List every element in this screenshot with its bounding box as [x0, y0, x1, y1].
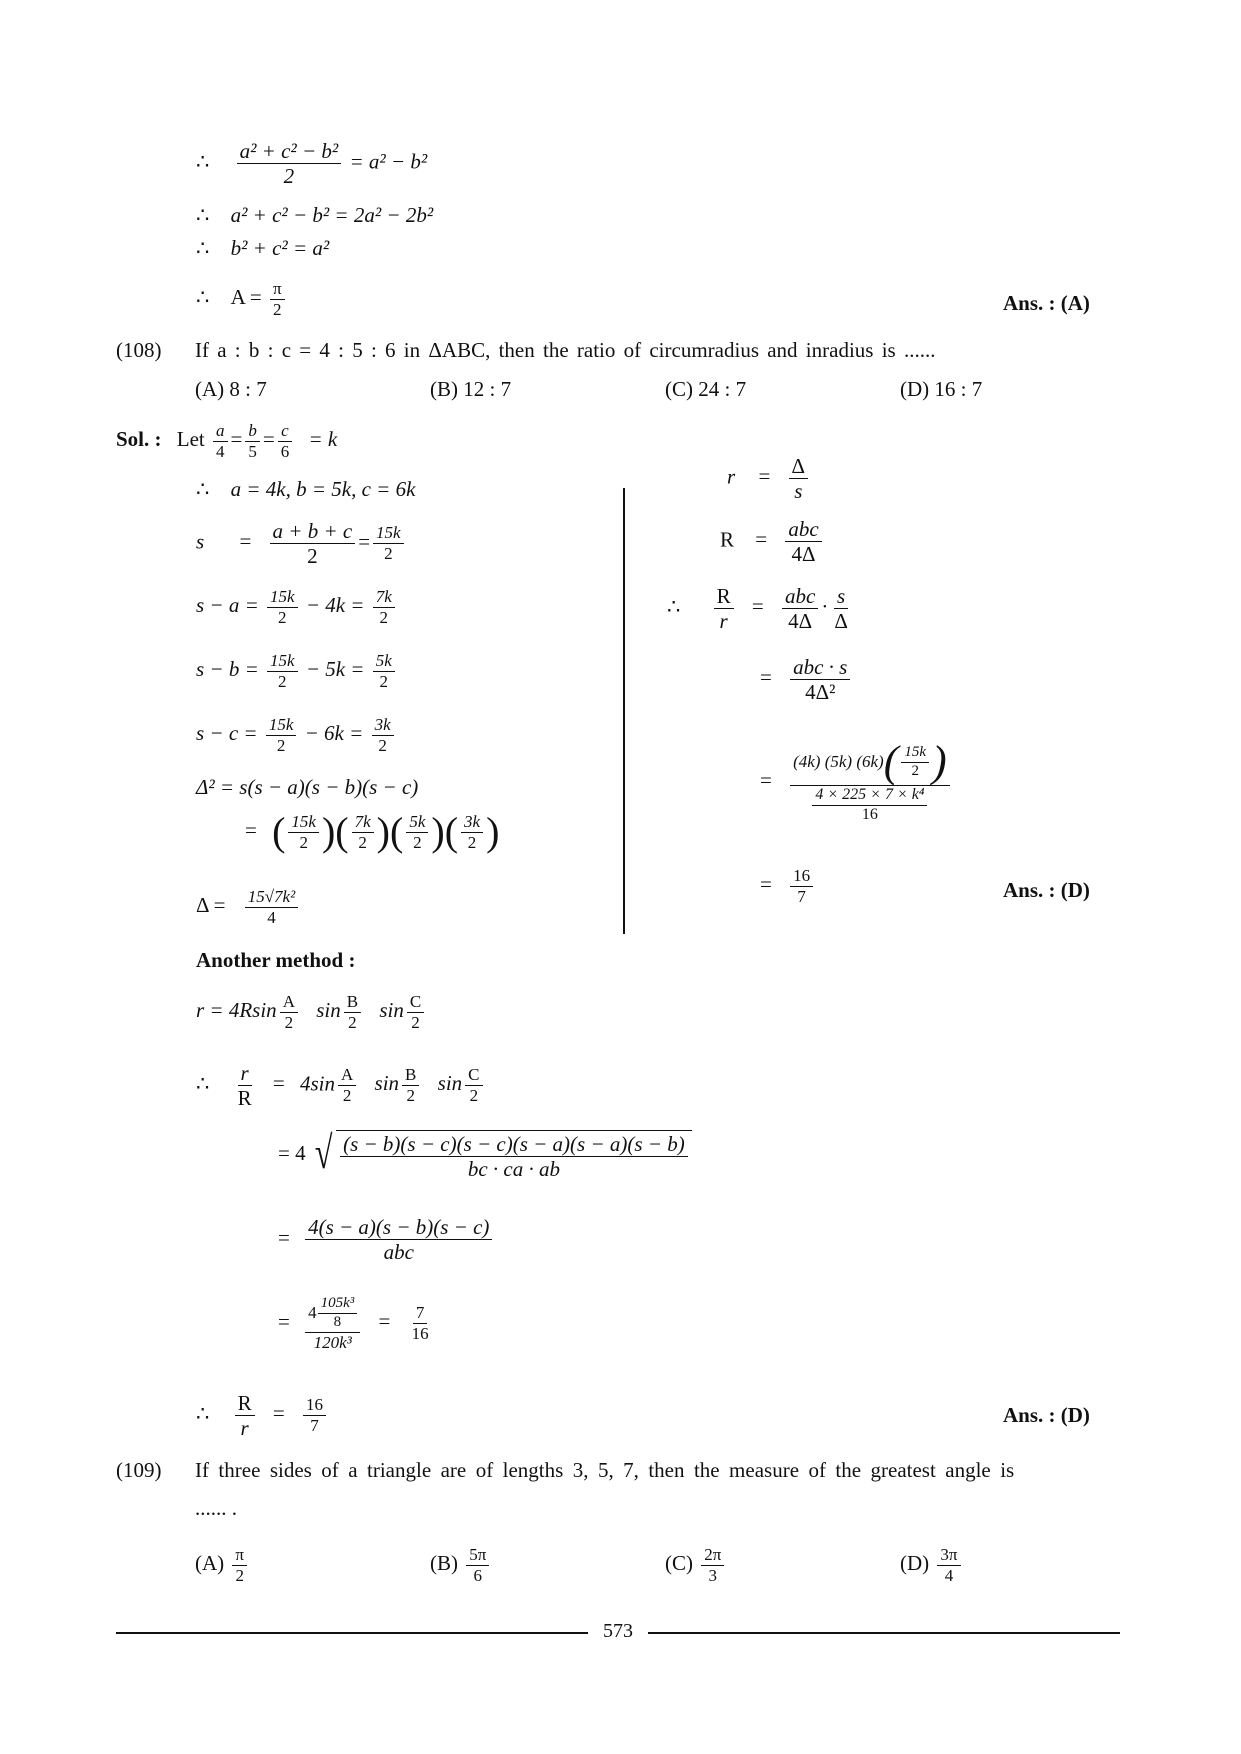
let-word: Let: [176, 427, 205, 452]
denominator: 2: [378, 735, 387, 755]
fraction: [245, 888, 298, 927]
another-method-heading: Another method :: [196, 948, 356, 972]
denominator: 2: [469, 1086, 479, 1106]
numerator: abc · s: [790, 656, 850, 680]
sol-R-circumradius: R = $\frac{\text{abc}}{4\Delta}$: [720, 518, 825, 565]
option-b: (B) 12 : 7: [430, 377, 512, 401]
fraction: [338, 1066, 356, 1105]
numerator: abc: [785, 518, 821, 542]
footer-rule-left: [116, 1632, 588, 1634]
denominator: 2: [384, 544, 393, 564]
equation-lhs: s − c =: [196, 721, 258, 746]
fraction: [461, 813, 483, 852]
fraction: [714, 585, 734, 632]
sol-line-abc: [196, 477, 415, 502]
numerator: R: [714, 585, 734, 609]
fraction: [280, 993, 298, 1032]
denominator: 4: [944, 1565, 954, 1585]
denominator: 120k³: [313, 1332, 352, 1352]
numerator: R: [235, 1392, 255, 1416]
fraction: [785, 518, 821, 565]
denominator: 2: [276, 735, 286, 755]
sol-result-line: = $\frac{16}{7}$: [750, 867, 816, 906]
am-line-3: [278, 1127, 692, 1182]
equation-lhs: r = 4R: [196, 998, 253, 1023]
fraction: [782, 585, 818, 632]
therefore-symbol: ∴: [196, 477, 210, 501]
fraction: [266, 716, 297, 755]
denominator: 2: [406, 1086, 415, 1106]
fraction: [237, 140, 342, 187]
square-root: √ $\frac{(s - b)(s - c)(s - c)(s - a)(s - a)(s - b)}{bc \cdot ca \cdot ab}$: [311, 1130, 692, 1180]
am-line-4: = $\frac{4(s - a)(s - b)(s - c)}{\text{abc}}$: [278, 1216, 495, 1263]
numerator: 15k: [901, 745, 929, 763]
denominator: 2: [235, 1565, 244, 1585]
sol-abcs-line: = $\frac{\text{abc · s}}{\text{4Δ²}}$: [750, 656, 853, 703]
answer-108-alt: Ans. : (D): [1003, 1403, 1090, 1427]
numerator: (4k) (5k) (6k) ( $\frac{15k}{2}$ ): [790, 740, 950, 786]
numerator: C: [465, 1066, 482, 1086]
top-line-3: [196, 236, 329, 261]
fraction: [235, 1062, 255, 1109]
therefore-symbol: ∴: [667, 594, 681, 619]
denominator: 2: [307, 544, 318, 569]
denominator: [806, 786, 933, 824]
numerator: 5π: [466, 1546, 489, 1566]
fraction: [235, 1392, 255, 1439]
question-109-text: If three sides of a triangle are of lengths 3, 5, 7, then the measure of the greatest angle is: [195, 1458, 1015, 1482]
denominator: 2: [278, 671, 287, 691]
denominator: 2: [278, 607, 287, 627]
numerator: a: [213, 422, 228, 442]
denominator: 4: [267, 907, 276, 927]
numerator: 4(s − a)(s − b)(s − c): [305, 1216, 492, 1240]
denominator: bc · ca · ab: [467, 1157, 560, 1182]
fraction: [267, 652, 298, 691]
denominator: 4Δ: [791, 542, 816, 567]
equation-lhs: r: [727, 464, 736, 489]
numerator: B: [402, 1066, 419, 1086]
numerator: π: [270, 280, 285, 300]
denominator: 2: [283, 164, 295, 189]
fraction: [789, 455, 809, 502]
option-label: (C): [665, 1551, 693, 1576]
denominator: 4Δ²: [805, 680, 836, 705]
equation-mid: − 5k =: [305, 657, 365, 682]
therefore-symbol: ∴: [196, 1401, 210, 1426]
equation-rhs: = a² − b²: [349, 149, 428, 174]
denominator: 2: [411, 1012, 420, 1032]
numerator: 3π: [937, 1546, 960, 1566]
numerator: 7k: [352, 813, 374, 833]
denominator: s: [794, 479, 803, 504]
equation-mid: − 4k =: [305, 593, 365, 618]
therefore-symbol: ∴: [196, 203, 210, 227]
equation-mid: − 6k =: [304, 721, 364, 746]
denominator: 2: [379, 671, 388, 691]
equation-rhs: = 4: [278, 1140, 306, 1165]
fraction: [790, 867, 813, 906]
column-divider: [623, 488, 625, 934]
denominator: Δ: [834, 609, 848, 634]
fraction: [288, 813, 319, 852]
numerator: 7: [413, 1304, 428, 1324]
sin-function: sin: [252, 998, 277, 1023]
fraction: [373, 652, 395, 691]
numerator: A: [280, 993, 298, 1013]
fraction: [372, 716, 394, 755]
therefore-symbol: ∴: [196, 285, 210, 310]
equation: b² + c² = a²: [230, 236, 330, 260]
option-d: (D) 16 : 7: [900, 377, 983, 401]
numerator: c: [278, 422, 292, 442]
denominator: 2: [358, 832, 367, 852]
equation-lhs: s − b =: [196, 657, 259, 682]
numerator: a² + c² − b²: [237, 140, 342, 164]
numerator: B: [344, 993, 361, 1013]
question-109-number: (109): [116, 1458, 162, 1482]
fraction: [406, 813, 428, 852]
sol-line-delta-product: = ( $\frac{15k}{2}$ )( $\frac{7k}{2}$ )( $\frac{5k}{2}$ )( $\frac{3k}{2}$ ): [245, 809, 500, 854]
numerator: s: [834, 585, 848, 609]
sin-function: sin: [374, 1071, 400, 1096]
numerator: 3k: [461, 813, 483, 833]
sol-line-sc: [196, 716, 397, 755]
numerator: 16: [790, 867, 813, 887]
denominator: 4: [216, 441, 225, 461]
denominator: 2: [284, 1012, 294, 1032]
numerator: b: [245, 422, 260, 442]
numerator: π: [232, 1546, 247, 1566]
top-line-2: [196, 203, 433, 228]
numerator: 105k³: [318, 1296, 358, 1314]
equation: a = 4k, b = 5k, c = 6k: [230, 477, 416, 501]
denominator: 2: [348, 1012, 357, 1032]
answer-108: Ans. : (D): [1003, 878, 1090, 902]
footer-rule-right: [648, 1632, 1120, 1634]
denominator: 2: [413, 832, 422, 852]
sol-line-s: s = $\frac{a + b + c}{2}$ = $\frac{15k}{2}$: [196, 520, 407, 567]
numerator: r: [238, 1062, 252, 1086]
question-108-number: (108): [116, 338, 162, 362]
am-line-5: = 4 $\frac{\text{105k³}}{8}$ 120k³ = $\frac{7}{16}$: [278, 1296, 435, 1351]
denominator: abc: [383, 1240, 414, 1265]
option-109-d: [900, 1546, 964, 1585]
numerator: abc: [782, 585, 818, 609]
denominator: 6: [280, 441, 290, 461]
sin-function: sin: [310, 1071, 335, 1096]
denominator: 5: [248, 441, 257, 461]
fraction: [831, 585, 851, 632]
fraction: [373, 588, 395, 627]
numerator: 2π: [701, 1546, 724, 1566]
sol-r-inradius: r = $\frac{\Delta}{s}$: [727, 455, 811, 502]
denominator: 16: [411, 1324, 429, 1344]
denominator: r: [719, 609, 728, 634]
option-c: (C) 24 : 7: [665, 377, 747, 401]
fraction: [305, 1216, 492, 1263]
numerator-product: (4k) (5k) (6k): [793, 752, 884, 772]
denominator: 16: [861, 805, 878, 823]
equation: a² + c² − b² = 2a² − 2b²: [230, 203, 434, 227]
sol-line-sb: [196, 652, 398, 691]
fraction: [937, 1546, 960, 1585]
numerator: 3k: [372, 716, 394, 736]
fraction: [402, 1066, 419, 1105]
denominator: 2: [299, 832, 308, 852]
option-label: (B): [430, 1551, 458, 1576]
fraction: [318, 1296, 358, 1331]
denominator: 2: [911, 762, 919, 779]
sin-function: sin: [379, 998, 404, 1023]
therefore-symbol: ∴: [196, 236, 210, 260]
question-108-text: If a : b : c = 4 : 5 : 6 in ΔABC, then the ratio of circumradius and inradius is ......: [195, 338, 936, 362]
fraction: [409, 1304, 432, 1343]
fraction: [701, 1546, 724, 1585]
option-109-b: [430, 1546, 492, 1585]
numerator: 5k: [373, 652, 395, 672]
numerator: 7k: [373, 588, 395, 608]
fraction: [267, 588, 298, 627]
solution-let-line: Sol. : Let $\frac{a}{4}$ = $\frac{b}{5}$ = $\frac{c}{6}$ = k: [116, 421, 338, 461]
fraction: [245, 422, 260, 461]
denominator: 2: [273, 299, 282, 319]
denominator: 2: [342, 1086, 352, 1106]
fraction: [812, 787, 927, 824]
numerator: 15√7k²: [245, 888, 298, 908]
equation-lhs: A =: [230, 285, 262, 310]
denominator: 4Δ: [788, 609, 813, 634]
question-109-continuation: ...... .: [195, 1496, 237, 1520]
numerator: 16: [303, 1396, 326, 1416]
equation-lhs: s: [196, 529, 205, 554]
denominator: 2: [379, 607, 388, 627]
numerator: 15k: [373, 524, 404, 544]
numerator: 15k: [288, 813, 319, 833]
denominator: 3: [708, 1565, 718, 1585]
equation-lhs: s − a =: [196, 593, 259, 618]
sol-line-delta-squared: Δ² = s(s − a)(s − b)(s − c): [196, 775, 419, 799]
fraction: [466, 1546, 489, 1585]
denominator: 7: [797, 886, 806, 906]
fraction: [901, 745, 929, 780]
denominator: 6: [473, 1565, 483, 1585]
equation-rhs: = k: [308, 427, 338, 452]
fraction: [352, 813, 374, 852]
fraction: [340, 1133, 688, 1180]
am-line-1: [196, 993, 427, 1032]
fraction: [790, 656, 850, 703]
sol-line-delta: [196, 888, 301, 927]
am-final-line: ∴ $\frac{R}{r}$ = $\frac{16}{7}$: [196, 1392, 329, 1439]
denominator: R: [237, 1086, 252, 1111]
fraction: [232, 1546, 247, 1585]
denominator: r: [240, 1416, 249, 1441]
sol-big-fraction-line: = (4k) (5k) (6k) ( $\frac{15k}{2}$ ) $\frac{\text{4 × 225 × 7 × k⁴}}{16}$: [750, 740, 953, 824]
denominator: 2: [467, 832, 477, 852]
fraction: [305, 1296, 360, 1351]
sin-function: sin: [316, 998, 341, 1023]
fraction: [407, 993, 424, 1032]
equation-lhs: R: [720, 527, 735, 552]
top-line-1: [196, 140, 427, 187]
denominator: 7: [310, 1416, 319, 1436]
answer-top: Ans. : (A): [1003, 291, 1090, 315]
numerator: C: [407, 993, 424, 1013]
top-line-4: [196, 280, 288, 319]
fraction: [303, 1396, 326, 1435]
option-109-c: [665, 1546, 727, 1585]
numerator: 15k: [266, 716, 297, 736]
fraction: [373, 524, 404, 563]
equation-lhs: Δ =: [196, 893, 226, 918]
option-label: (D): [900, 1551, 930, 1576]
fraction: [270, 520, 356, 567]
coefficient: 4: [308, 1303, 317, 1323]
numerator: 4 × 225 × 7 × k⁴: [812, 787, 927, 806]
numerator: 15k: [267, 588, 298, 608]
numerator: a + b + c: [270, 520, 356, 544]
therefore-symbol: ∴: [196, 149, 210, 174]
numerator: (s − b)(s − c)(s − c)(s − a)(s − a)(s − b): [340, 1133, 688, 1157]
solution-label: Sol. :: [116, 427, 162, 452]
numerator: Δ: [789, 455, 809, 479]
numerator: A: [338, 1066, 356, 1086]
sin-function: sin: [437, 1071, 463, 1096]
fraction: [465, 1066, 482, 1105]
option-109-a: [195, 1546, 250, 1585]
therefore-symbol: ∴: [196, 1071, 210, 1096]
fraction: [278, 422, 293, 461]
fraction: [344, 993, 361, 1032]
numerator: 5k: [406, 813, 428, 833]
denominator: 8: [333, 1313, 342, 1330]
sol-line-sa: [196, 588, 398, 627]
am-line-2: ∴ $\frac{r}{R}$ = 4sin $\frac{A}{2}$ sin $\frac{B}{2}$ sin $\frac{C}{2}$: [196, 1062, 486, 1109]
option-a: (A) 8 : 7: [195, 377, 267, 401]
numerator: [305, 1296, 360, 1333]
page-number: 573: [603, 1620, 633, 1642]
fraction: [213, 422, 228, 461]
fraction: [790, 737, 950, 824]
fraction: [270, 280, 285, 319]
numerator: 15k: [267, 652, 298, 672]
sol-R-over-r: ∴ $\frac{R}{r}$ = $\frac{\text{abc}}{4\Delta}$ · $\frac{s}{\Delta}$: [667, 585, 854, 632]
option-label: (A): [195, 1551, 225, 1576]
